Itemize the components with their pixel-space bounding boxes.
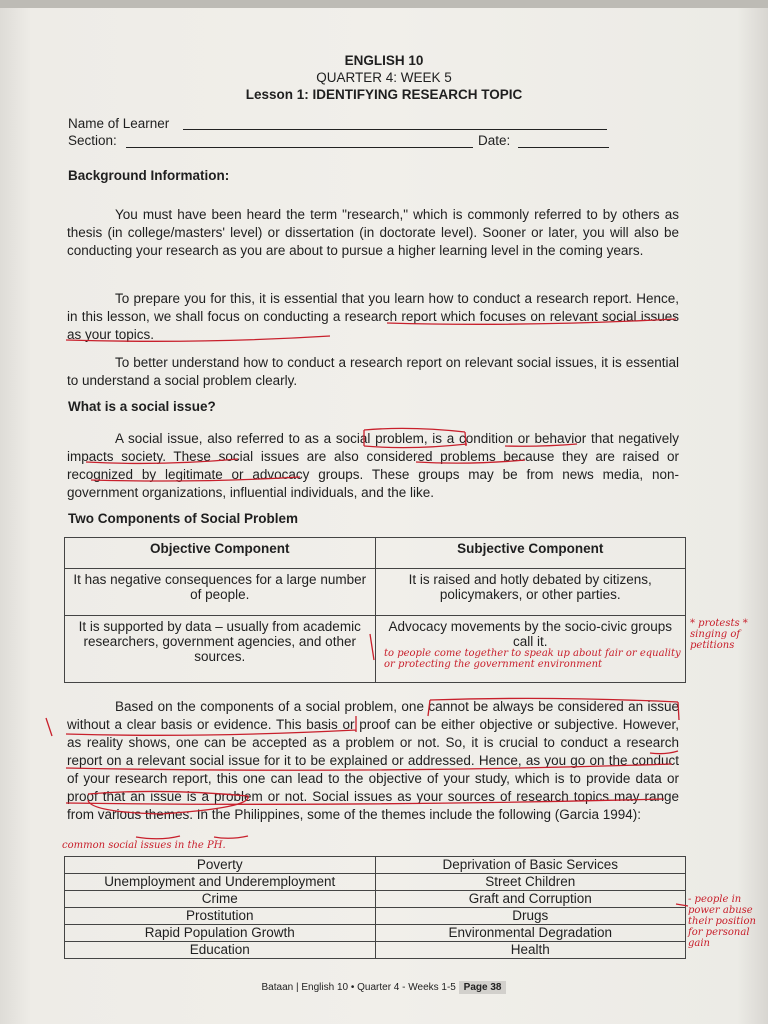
background-paragraph-3: To better understand how to conduct a research report on relevant social issues, it is essential to understand a social problem clearly. [67, 355, 679, 388]
table-cell: Environmental Degradation [375, 925, 686, 942]
footer-text: Bataan | English 10 • Quarter 4 - Weeks 1-5 [261, 982, 456, 993]
page-number: Page 38 [459, 981, 507, 994]
table-row [65, 925, 686, 942]
table-cell: Health [375, 942, 686, 959]
table-cell: Rapid Population Growth [65, 925, 376, 942]
table-cell: Drugs [375, 908, 686, 925]
table-header-row [65, 538, 686, 569]
table-row [65, 874, 686, 891]
components-heading: Two Components of Social Problem [68, 511, 299, 526]
handwritten-themes-note: common social issues in the PH. [62, 840, 226, 851]
subject-title: ENGLISH 10 [344, 53, 424, 68]
section-field[interactable] [126, 131, 473, 148]
table-row [65, 569, 686, 616]
background-heading: Background Information: [68, 168, 230, 183]
page-top-edge [0, 0, 768, 8]
table-cell: It is raised and hotly debated by citizens, policymakers, or other parties. [375, 569, 686, 616]
table-cell: Graft and Corruption [375, 891, 686, 908]
based-paragraph: Based on the components of a social problem, one cannot be always be considered an issue without a clear basis or evidence. This basis or proof can be either objective or subjective. However, as reality shows, one can be accepted as a problem or not. So, it is crucial to conduct a research report on a relevant social issue for it to be explained or addressed. Hence, as you go on the conduct of your research report, this one can lead to the objective of your study, which is to provide data or proof that an issue is a problem or not. Social issues as your sources of research topics may range from various themes. In the Philippines, some of the themes include the following (Garcia 1994): [67, 699, 679, 822]
table-cell: Prostitution [65, 908, 376, 925]
section-label: Section: [68, 133, 117, 148]
table-cell: It has negative consequences for a large number of people. [65, 569, 376, 616]
table-cell: Unemployment and Underemployment [65, 874, 376, 891]
table-cell: Crime [65, 891, 376, 908]
table-row [65, 942, 686, 959]
background-paragraph-1: You must have been heard the term "research," which is commonly referred to by others as thesis (in college/masters' level) or dissertation (in doctorate level). Sooner or later, you will also be conducting your research as you are about to pursue a higher learning level in the coming years. [67, 207, 679, 258]
handwritten-margin-note: * protests * singing of petitions [690, 618, 748, 651]
background-paragraph-2: To prepare you for this, it is essential that you learn how to conduct a research report. Hence, in this lesson, we shall focus on conducting a research report which focuses on relevant social issues as your topics. [67, 291, 679, 342]
table-cell: Street Children [375, 874, 686, 891]
page-footer [0, 982, 768, 993]
table-row [65, 891, 686, 908]
objective-column-header: Objective Component [65, 538, 376, 569]
subjective-column-header: Subjective Component [375, 538, 686, 569]
table-cell: Deprivation of Basic Services [375, 857, 686, 874]
social-issue-paragraph: A social issue, also referred to as a social problem, is a condition or behavior that negatively impacts society. These social issues are also considered problems because they are raised or recognized by legitimate or advocacy groups. These groups may be from news media, non-government organizations, influential individuals, and the like. [67, 431, 679, 500]
lesson-title: Lesson 1: IDENTIFYING RESEARCH TOPIC [245, 87, 523, 102]
document-header [0, 52, 768, 103]
handwritten-cell-note: to people come together to speak up about fair or equality or protecting the government environment [384, 648, 681, 670]
table-cell: Advocacy movements by the socio-civic groups call it. [375, 616, 686, 683]
handwritten-margin-note: - people in power abuse their position for personal gain [688, 894, 756, 949]
themes-table [64, 856, 686, 959]
name-field[interactable] [183, 113, 607, 130]
table-cell: Education [65, 942, 376, 959]
date-field[interactable] [518, 131, 609, 148]
table-cell: It is supported by data – usually from academic researchers, government agencies, and other sources. [65, 616, 376, 683]
social-issue-heading: What is a social issue? [68, 399, 216, 414]
table-row [65, 908, 686, 925]
date-label: Date: [478, 133, 511, 148]
name-label: Name of Learner [68, 116, 170, 131]
quarter-week: QUARTER 4: WEEK 5 [316, 70, 452, 85]
table-cell: Poverty [65, 857, 376, 874]
table-row [65, 857, 686, 874]
